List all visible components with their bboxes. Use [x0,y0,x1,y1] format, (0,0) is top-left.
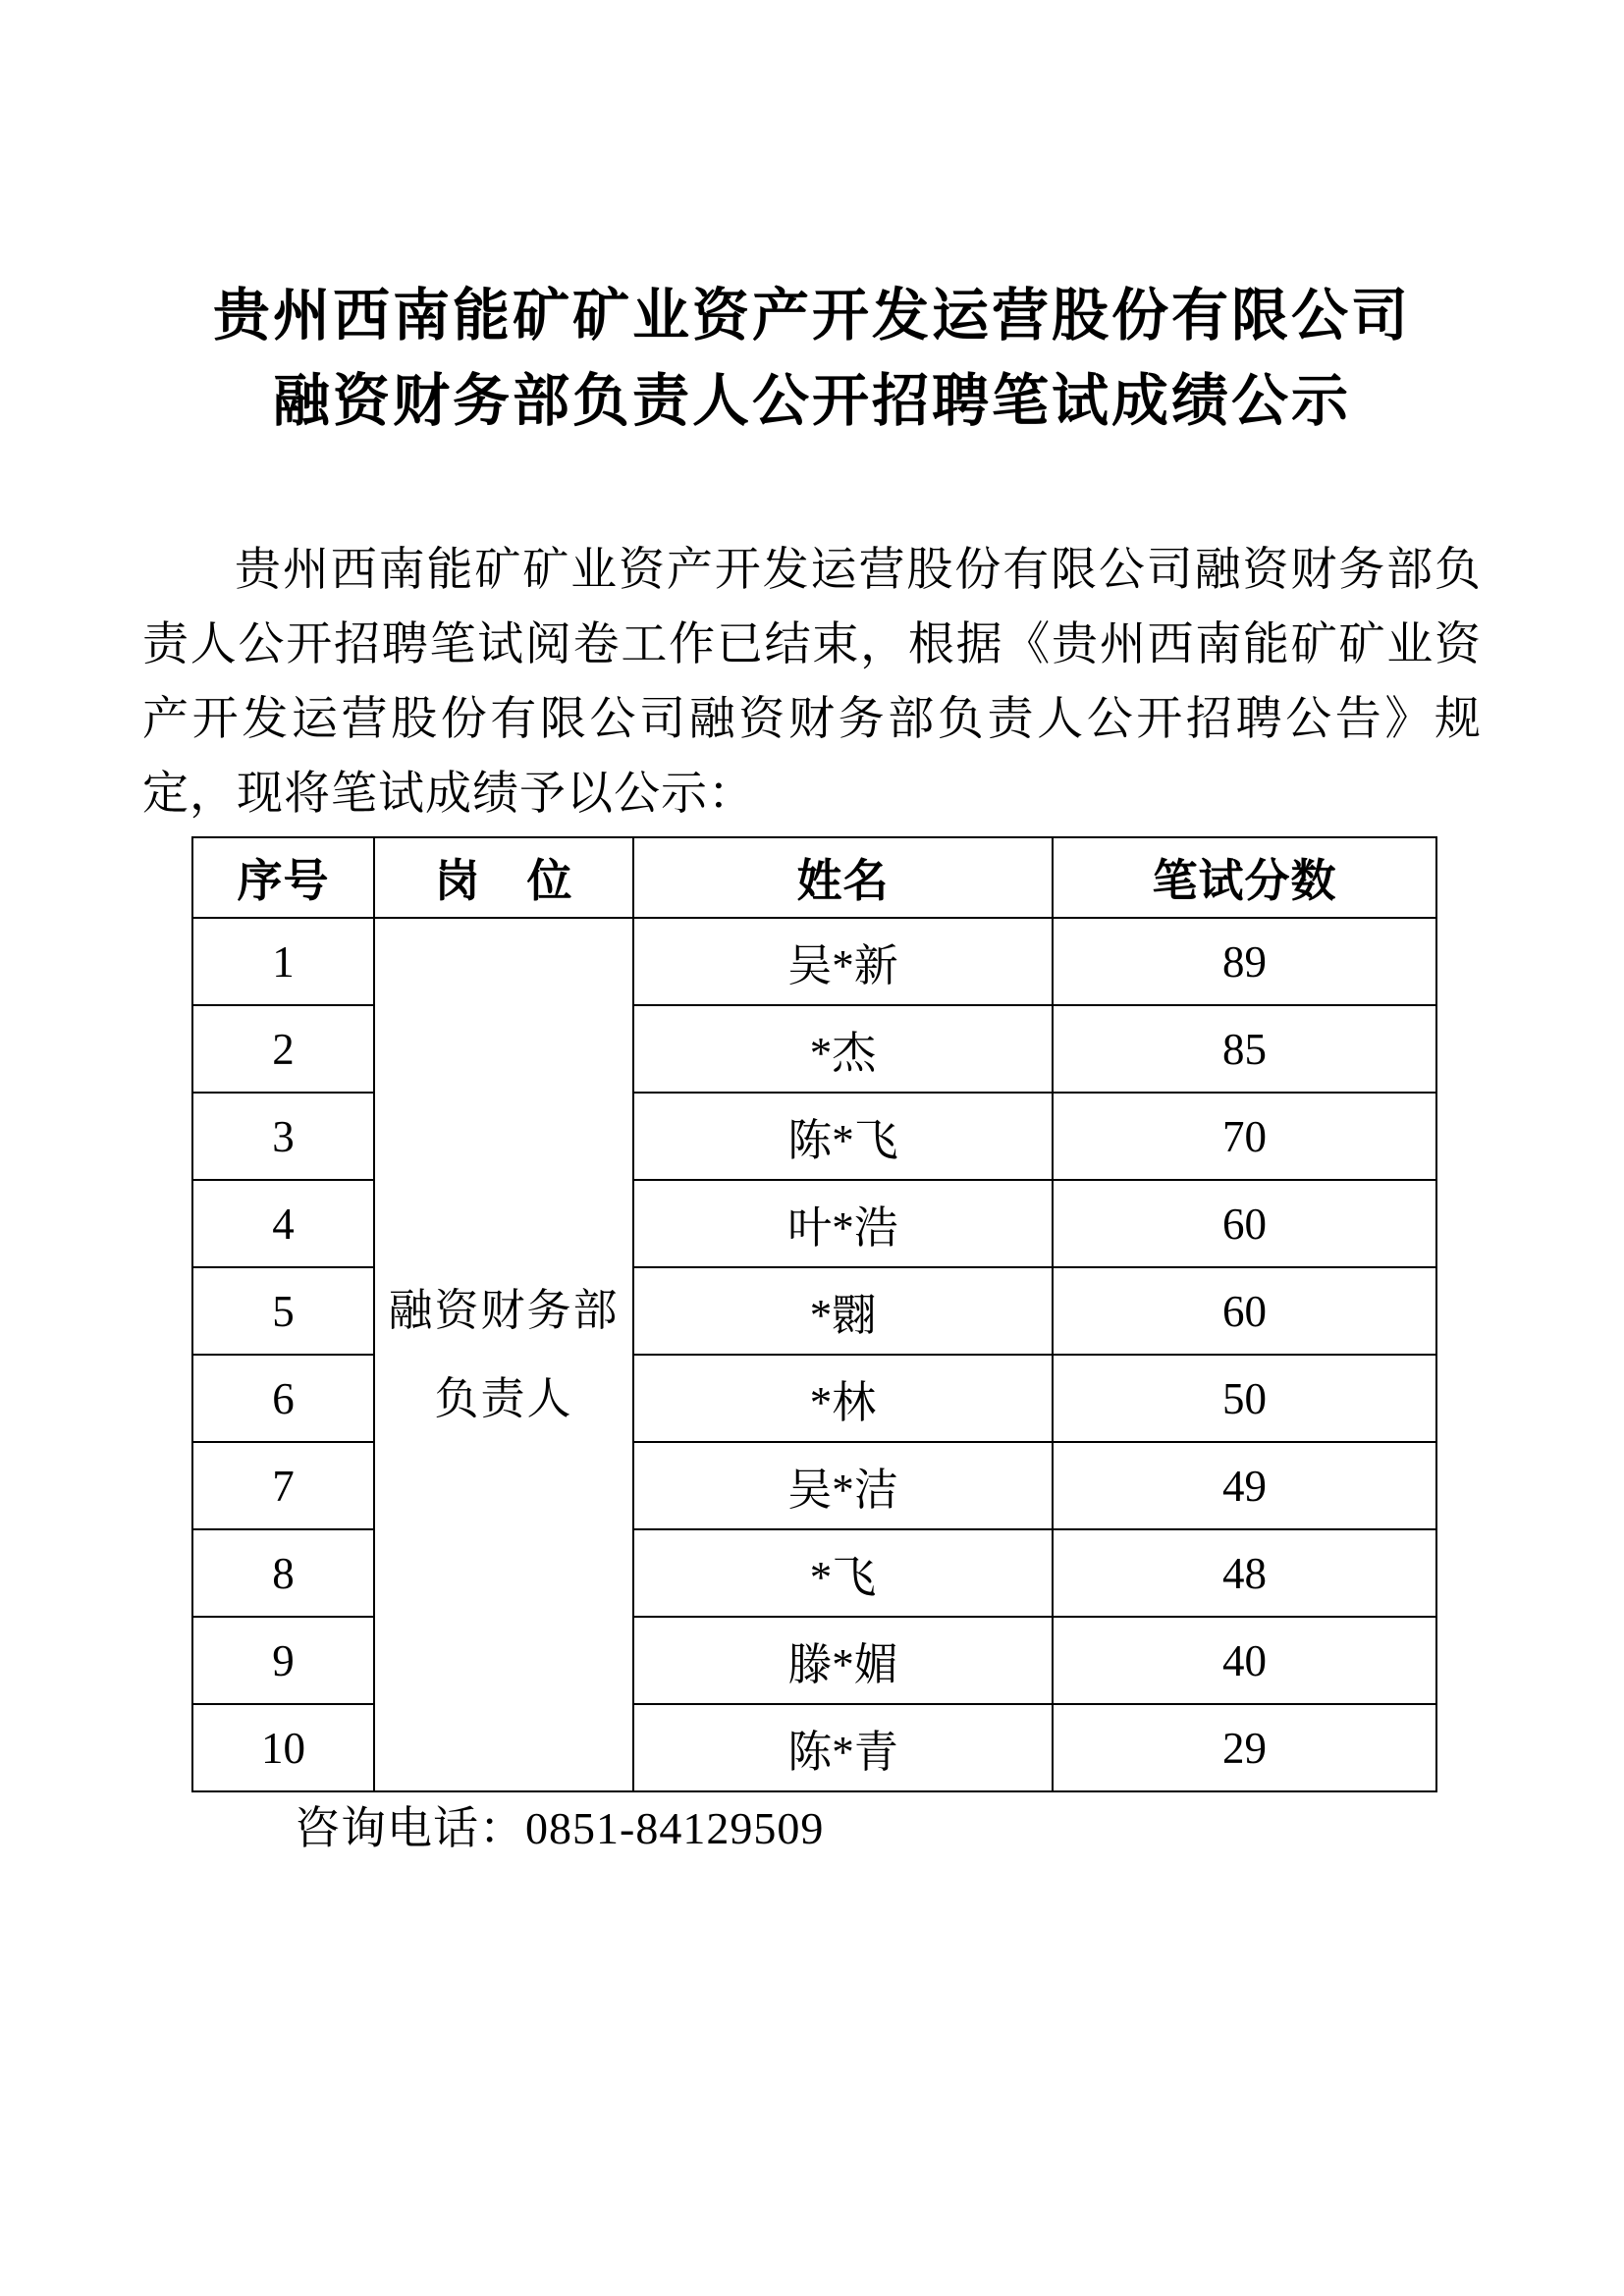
col-header-index: 序号 [192,837,374,918]
candidate-name-cell: 陈*飞 [633,1093,1053,1180]
announcement-paragraph: 贵州西南能矿矿业资产开发运营股份有限公司融资财务部负责人公开招聘笔试阅卷工作已结束，根据《贵州西南能矿矿业资产开发运营股份有限公司融资财务部负责人公开招聘公告》规定，现将笔试成绩予以公示： [142,545,1482,820]
candidate-name-cell: 吴*新 [633,918,1053,1005]
col-header-position: 岗 位 [374,837,633,918]
score-cell: 29 [1053,1704,1436,1791]
scores-table [191,836,1437,1792]
position-line1: 融资财务部 [388,1286,620,1335]
row-index-cell: 2 [192,1005,374,1093]
score-cell: 50 [1053,1355,1436,1442]
score-cell: 60 [1053,1180,1436,1267]
candidate-name-cell: *林 [633,1355,1053,1442]
row-index-cell: 8 [192,1529,374,1617]
score-cell: 40 [1053,1617,1436,1704]
candidate-name-cell: 陈*青 [633,1704,1053,1791]
document-title-line2: 融资财务部负责人公开招聘笔试成绩公示 [272,369,1351,433]
candidate-name-cell: *飞 [633,1529,1053,1617]
position-line2: 负责人 [434,1374,573,1423]
score-cell: 85 [1053,1005,1436,1093]
score-cell: 89 [1053,918,1436,1005]
row-index-cell: 10 [192,1704,374,1791]
row-index-cell: 9 [192,1617,374,1704]
row-index-cell: 7 [192,1442,374,1529]
score-cell: 49 [1053,1442,1436,1529]
row-index-cell: 6 [192,1355,374,1442]
score-cell: 70 [1053,1093,1436,1180]
col-header-score: 笔试分数 [1053,837,1436,918]
candidate-name-cell: 吴*洁 [633,1442,1053,1529]
row-index-cell: 4 [192,1180,374,1267]
document-title-line1: 贵州西南能矿矿业资产开发运营股份有限公司 [212,284,1411,347]
candidate-name-cell: 滕*媚 [633,1617,1053,1704]
table-header-row [192,837,1436,918]
table-row [192,918,1436,1005]
position-merged-cell [374,918,633,1791]
candidate-name-cell: 叶*浩 [633,1180,1053,1267]
candidate-name-cell: *翾 [633,1267,1053,1355]
score-cell: 48 [1053,1529,1436,1617]
row-index-cell: 3 [192,1093,374,1180]
col-header-name: 姓名 [633,837,1053,918]
score-cell: 60 [1053,1267,1436,1355]
document-title [0,273,1624,444]
contact-phone: 咨询电话：0851-84129509 [295,1803,825,1853]
row-index-cell: 5 [192,1267,374,1355]
row-index-cell: 1 [192,918,374,1005]
candidate-name-cell: *杰 [633,1005,1053,1093]
